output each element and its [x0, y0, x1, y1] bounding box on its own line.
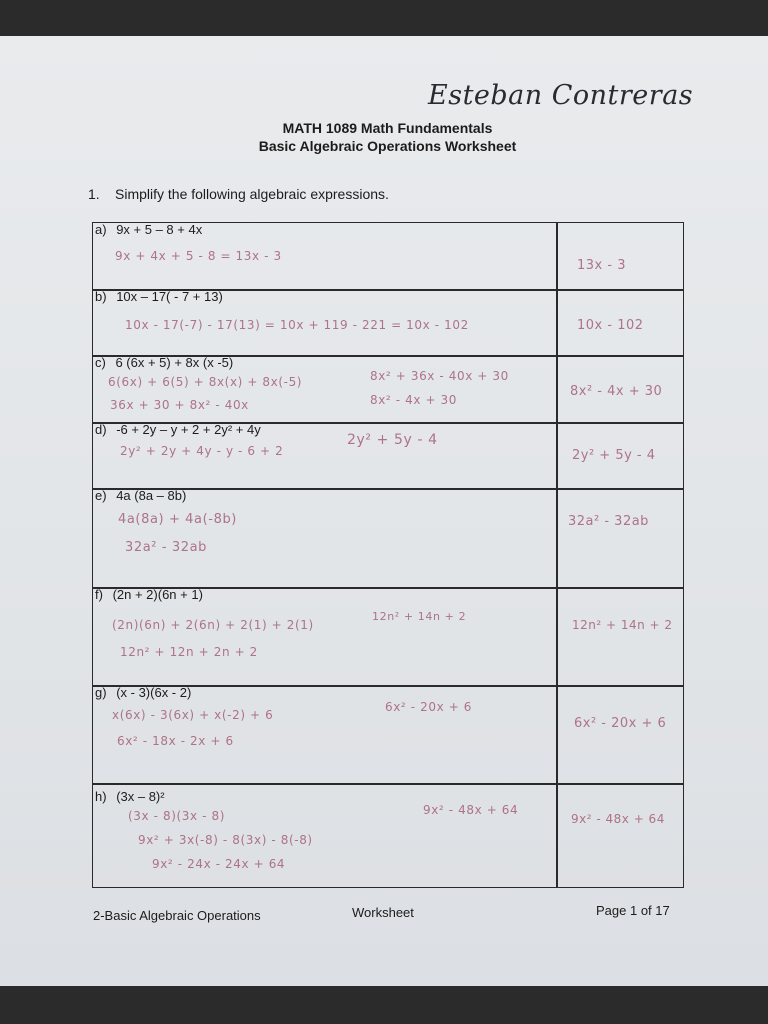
course-title: MATH 1089 Math Fundamentals: [282, 120, 493, 136]
problem-label: h): [95, 789, 107, 804]
problem-expression: 9x + 5 – 8 + 4x: [116, 222, 203, 237]
problem-expression: (2n + 2)(6n + 1): [112, 587, 203, 602]
handwritten-side-work: 2y² + 5y - 4: [347, 432, 438, 448]
problem-d: [95, 422, 261, 437]
problem-label: c): [95, 355, 106, 370]
problem-h: [95, 789, 165, 804]
problem-expression: (3x – 8)²: [116, 789, 165, 804]
handwritten-work: 9x + 4x + 5 - 8 = 13x - 3: [115, 249, 282, 263]
handwritten-work: 12n² + 12n + 2n + 2: [120, 645, 258, 659]
student-name-signature: Esteban Contreras: [428, 80, 694, 111]
handwritten-work: 32a² - 32ab: [125, 540, 208, 555]
problem-label: g): [95, 685, 107, 700]
problem-expression: (x - 3)(6x - 2): [116, 685, 192, 700]
photo-background-top: [0, 0, 768, 36]
handwritten-answer: 32a² - 32ab: [568, 514, 649, 529]
handwritten-answer: 10x - 102: [577, 318, 644, 333]
handwritten-answer: 9x² - 48x + 64: [571, 812, 665, 826]
handwritten-answer: 13x - 3: [577, 258, 626, 273]
handwritten-work: 6(6x) + 6(5) + 8x(x) + 8x(-5): [108, 375, 303, 389]
handwritten-side-work: 8x² - 4x + 30: [370, 393, 457, 407]
handwritten-answer: 12n² + 14n + 2: [572, 618, 673, 632]
handwritten-work: 36x + 30 + 8x² - 40x: [110, 398, 249, 412]
problem-expression: 4a (8a – 8b): [116, 488, 187, 503]
handwritten-work: 10x - 17(-7) - 17(13) = 10x + 119 - 221 = 10x - 102: [125, 318, 469, 332]
answer-column-divider: [556, 222, 558, 888]
row-divider: [92, 783, 684, 785]
problem-label: d): [95, 422, 107, 437]
question-number: 1.: [88, 186, 100, 202]
footer-section-name: 2-Basic Algebraic Operations: [93, 908, 261, 923]
worksheet-title: Basic Algebraic Operations Worksheet: [258, 138, 517, 154]
problem-label: b): [95, 289, 107, 304]
problem-f: [95, 587, 203, 602]
handwritten-answer: 2y² + 5y - 4: [572, 448, 656, 463]
problem-label: f): [95, 587, 103, 602]
footer-page-number: Page 1 of 17: [596, 903, 670, 918]
problem-a: [95, 222, 202, 237]
handwritten-side-work: 9x² - 48x + 64: [423, 803, 519, 817]
problem-expression: 6 (6x + 5) + 8x (x -5): [115, 355, 234, 370]
handwritten-work: 9x² + 3x(-8) - 8(3x) - 8(-8): [138, 833, 313, 847]
handwritten-work: 6x² - 18x - 2x + 6: [117, 734, 234, 748]
problem-expression: -6 + 2y – y + 2 + 2y² + 4y: [116, 422, 261, 437]
handwritten-side-work: 8x² + 36x - 40x + 30: [370, 369, 509, 383]
handwritten-work: 4a(8a) + 4a(-8b): [118, 512, 237, 527]
handwritten-answer: 6x² - 20x + 6: [574, 716, 667, 731]
handwritten-work: (2n)(6n) + 2(6n) + 2(1) + 2(1): [112, 618, 314, 632]
question-text: Simplify the following algebraic expressions.: [115, 186, 389, 202]
worksheet-page: [0, 36, 768, 986]
problem-g: [95, 685, 191, 700]
footer-document-type: Worksheet: [352, 905, 414, 920]
problem-b: [95, 289, 223, 304]
problem-e: [95, 488, 186, 503]
handwritten-work: 9x² - 24x - 24x + 64: [152, 857, 286, 871]
handwritten-work: 2y² + 2y + 4y - y - 6 + 2: [120, 444, 284, 458]
handwritten-work: x(6x) - 3(6x) + x(-2) + 6: [112, 708, 274, 722]
problem-c: [95, 355, 233, 370]
problem-label: e): [95, 488, 107, 503]
problem-label: a): [95, 222, 107, 237]
photo-background-bottom: [0, 986, 768, 1024]
handwritten-work: (3x - 8)(3x - 8): [128, 809, 225, 823]
handwritten-answer: 8x² - 4x + 30: [570, 384, 663, 399]
handwritten-side-work: 6x² - 20x + 6: [385, 700, 472, 714]
problem-expression: 10x – 17( - 7 + 13): [116, 289, 223, 304]
handwritten-side-work: 12n² + 14n + 2: [372, 610, 467, 623]
